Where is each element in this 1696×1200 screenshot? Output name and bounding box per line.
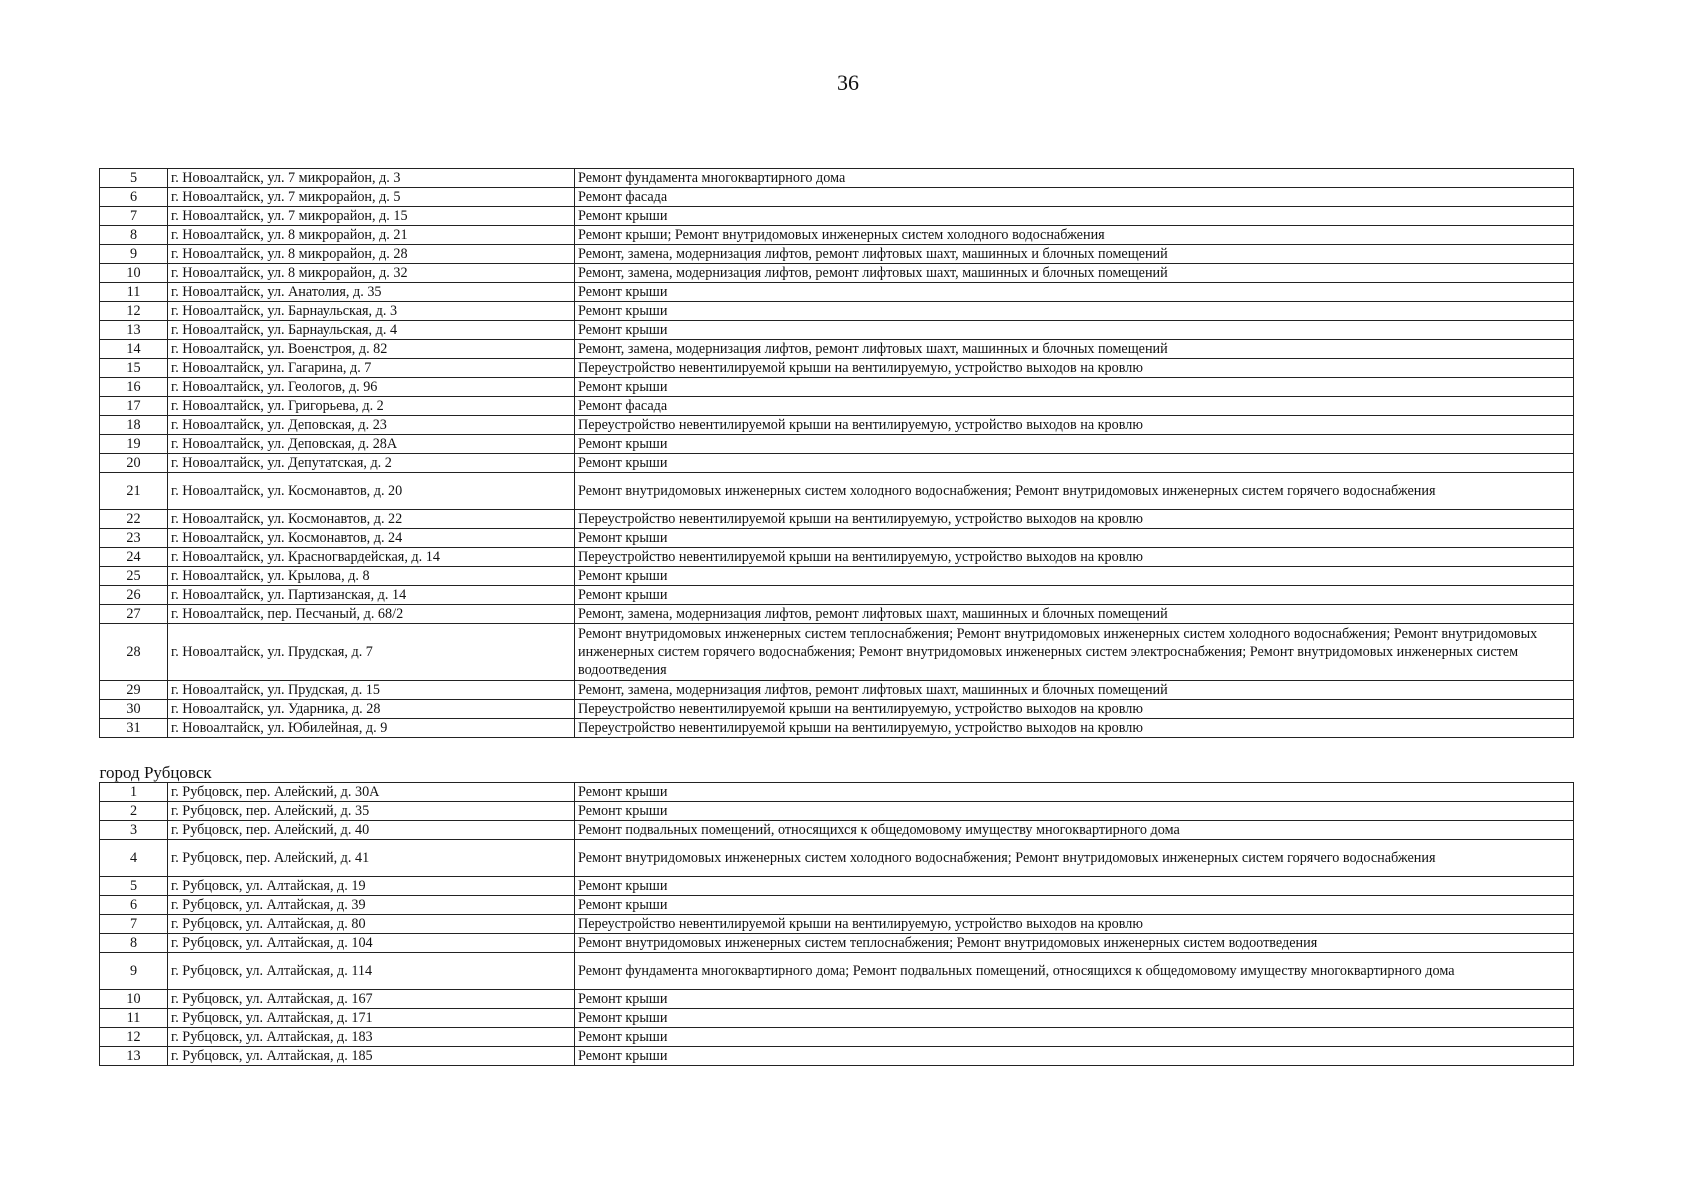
row-address: г. Новоалтайск, ул. Космонавтов, д. 24	[168, 529, 575, 548]
repair-table	[99, 168, 1574, 1066]
row-number: 6	[100, 188, 168, 207]
row-number: 4	[100, 840, 168, 877]
row-address: г. Новоалтайск, ул. Космонавтов, д. 20	[168, 473, 575, 510]
table-row	[100, 605, 1574, 624]
row-work: Ремонт крыши	[575, 378, 1574, 397]
row-address: г. Новоалтайск, ул. Григорьева, д. 2	[168, 397, 575, 416]
table-row	[100, 934, 1574, 953]
table-row	[100, 840, 1574, 877]
row-address: г. Рубцовск, пер. Алейский, д. 40	[168, 821, 575, 840]
row-address: г. Новоалтайск, ул. 7 микрорайон, д. 3	[168, 169, 575, 188]
row-number: 11	[100, 1009, 168, 1028]
table-row	[100, 1028, 1574, 1047]
row-address: г. Новоалтайск, ул. Прудская, д. 7	[168, 624, 575, 681]
row-work: Ремонт внутридомовых инженерных систем теплоснабжения; Ремонт внутридомовых инженерных систем водоотведения	[575, 934, 1574, 953]
table-row	[100, 510, 1574, 529]
table-row	[100, 188, 1574, 207]
row-work: Ремонт крыши	[575, 1047, 1574, 1066]
row-work: Ремонт, замена, модернизация лифтов, ремонт лифтовых шахт, машинных и блочных помещений	[575, 681, 1574, 700]
row-work: Ремонт крыши	[575, 896, 1574, 915]
row-number: 13	[100, 1047, 168, 1066]
row-number: 26	[100, 586, 168, 605]
row-address: г. Новоалтайск, ул. Ударника, д. 28	[168, 700, 575, 719]
row-work: Переустройство невентилируемой крыши на вентилируемую, устройство выходов на кровлю	[575, 510, 1574, 529]
table-row	[100, 1009, 1574, 1028]
row-work: Переустройство невентилируемой крыши на вентилируемую, устройство выходов на кровлю	[575, 359, 1574, 378]
row-work: Переустройство невентилируемой крыши на вентилируемую, устройство выходов на кровлю	[575, 915, 1574, 934]
row-work: Переустройство невентилируемой крыши на вентилируемую, устройство выходов на кровлю	[575, 416, 1574, 435]
table-row	[100, 435, 1574, 454]
row-address: г. Новоалтайск, ул. Деповская, д. 23	[168, 416, 575, 435]
table-row	[100, 548, 1574, 567]
row-address: г. Новоалтайск, пер. Песчаный, д. 68/2	[168, 605, 575, 624]
table-row	[100, 586, 1574, 605]
row-number: 14	[100, 340, 168, 359]
row-address: г. Новоалтайск, ул. 8 микрорайон, д. 21	[168, 226, 575, 245]
table-row	[100, 207, 1574, 226]
table-row	[100, 169, 1574, 188]
table-row	[100, 1047, 1574, 1066]
row-work: Ремонт крыши	[575, 586, 1574, 605]
row-address: г. Рубцовск, ул. Алтайская, д. 80	[168, 915, 575, 934]
row-work: Ремонт крыши	[575, 990, 1574, 1009]
row-work: Ремонт крыши	[575, 783, 1574, 802]
row-number: 17	[100, 397, 168, 416]
row-address: г. Новоалтайск, ул. Партизанская, д. 14	[168, 586, 575, 605]
row-work: Ремонт крыши; Ремонт внутридомовых инженерных систем холодного водоснабжения	[575, 226, 1574, 245]
row-work: Ремонт крыши	[575, 207, 1574, 226]
row-address: г. Новоалтайск, ул. Анатолия, д. 35	[168, 283, 575, 302]
row-work: Ремонт фасада	[575, 188, 1574, 207]
row-work: Ремонт внутридомовых инженерных систем теплоснабжения; Ремонт внутридомовых инженерных систем холодного водоснабжения; Ремонт внутридомовых инженерных систем горячего водоснабжения; Ремонт внутридомовых инженерных систем электроснабжения; Ремонт внутридомовых инженерных систем водоотведения	[575, 624, 1574, 681]
row-number: 6	[100, 896, 168, 915]
row-address: г. Новоалтайск, ул. Геологов, д. 96	[168, 378, 575, 397]
row-number: 30	[100, 700, 168, 719]
row-number: 12	[100, 1028, 168, 1047]
table-row	[100, 700, 1574, 719]
row-number: 13	[100, 321, 168, 340]
row-address: г. Рубцовск, пер. Алейский, д. 35	[168, 802, 575, 821]
table-row	[100, 990, 1574, 1009]
row-work: Ремонт, замена, модернизация лифтов, ремонт лифтовых шахт, машинных и блочных помещений	[575, 605, 1574, 624]
row-number: 9	[100, 245, 168, 264]
row-number: 22	[100, 510, 168, 529]
table-row	[100, 529, 1574, 548]
row-address: г. Новоалтайск, ул. Гагарина, д. 7	[168, 359, 575, 378]
row-number: 29	[100, 681, 168, 700]
section-row	[100, 760, 1574, 783]
row-address: г. Рубцовск, ул. Алтайская, д. 183	[168, 1028, 575, 1047]
row-number: 23	[100, 529, 168, 548]
row-address: г. Новоалтайск, ул. 8 микрорайон, д. 28	[168, 245, 575, 264]
row-number: 9	[100, 953, 168, 990]
row-work: Ремонт крыши	[575, 877, 1574, 896]
table-row	[100, 896, 1574, 915]
row-address: г. Рубцовск, ул. Алтайская, д. 185	[168, 1047, 575, 1066]
row-address: г. Новоалтайск, ул. 7 микрорайон, д. 15	[168, 207, 575, 226]
row-number: 5	[100, 169, 168, 188]
table-row	[100, 416, 1574, 435]
row-work: Ремонт крыши	[575, 435, 1574, 454]
table-spacer	[100, 738, 1574, 761]
row-work: Ремонт крыши	[575, 802, 1574, 821]
table-row	[100, 624, 1574, 681]
row-number: 24	[100, 548, 168, 567]
row-address: г. Новоалтайск, ул. Прудская, д. 15	[168, 681, 575, 700]
row-number: 20	[100, 454, 168, 473]
row-address: г. Рубцовск, ул. Алтайская, д. 114	[168, 953, 575, 990]
table-row	[100, 264, 1574, 283]
row-address: г. Новоалтайск, ул. Барнаульская, д. 4	[168, 321, 575, 340]
row-work: Ремонт крыши	[575, 1028, 1574, 1047]
table-row	[100, 802, 1574, 821]
row-address: г. Новоалтайск, ул. 7 микрорайон, д. 5	[168, 188, 575, 207]
row-work: Ремонт, замена, модернизация лифтов, ремонт лифтовых шахт, машинных и блочных помещений	[575, 245, 1574, 264]
row-address: г. Рубцовск, пер. Алейский, д. 41	[168, 840, 575, 877]
table-row	[100, 953, 1574, 990]
table-row	[100, 359, 1574, 378]
row-number: 27	[100, 605, 168, 624]
row-number: 3	[100, 821, 168, 840]
row-number: 10	[100, 990, 168, 1009]
table-row	[100, 321, 1574, 340]
row-work: Ремонт внутридомовых инженерных систем холодного водоснабжения; Ремонт внутридомовых инженерных систем горячего водоснабжения	[575, 840, 1574, 877]
row-work: Ремонт фасада	[575, 397, 1574, 416]
row-number: 28	[100, 624, 168, 681]
row-number: 31	[100, 719, 168, 738]
row-work: Ремонт крыши	[575, 321, 1574, 340]
row-number: 7	[100, 915, 168, 934]
row-address: г. Рубцовск, пер. Алейский, д. 30А	[168, 783, 575, 802]
table-row	[100, 473, 1574, 510]
row-address: г. Рубцовск, ул. Алтайская, д. 19	[168, 877, 575, 896]
row-address: г. Новоалтайск, ул. Барнаульская, д. 3	[168, 302, 575, 321]
row-number: 7	[100, 207, 168, 226]
row-address: г. Новоалтайск, ул. Военстроя, д. 82	[168, 340, 575, 359]
row-number: 25	[100, 567, 168, 586]
row-number: 10	[100, 264, 168, 283]
row-work: Ремонт крыши	[575, 454, 1574, 473]
row-number: 15	[100, 359, 168, 378]
row-work: Ремонт фундамента многоквартирного дома; Ремонт подвальных помещений, относящихся к общедомовому имуществу многоквартирного дома	[575, 953, 1574, 990]
row-work: Переустройство невентилируемой крыши на вентилируемую, устройство выходов на кровлю	[575, 719, 1574, 738]
table-row	[100, 245, 1574, 264]
row-work: Ремонт фундамента многоквартирного дома	[575, 169, 1574, 188]
row-number: 18	[100, 416, 168, 435]
row-address: г. Новоалтайск, ул. Космонавтов, д. 22	[168, 510, 575, 529]
row-work: Ремонт крыши	[575, 529, 1574, 548]
row-address: г. Рубцовск, ул. Алтайская, д. 171	[168, 1009, 575, 1028]
row-number: 12	[100, 302, 168, 321]
row-number: 21	[100, 473, 168, 510]
table-row	[100, 340, 1574, 359]
table-row	[100, 302, 1574, 321]
row-work: Ремонт крыши	[575, 283, 1574, 302]
row-number: 11	[100, 283, 168, 302]
table-row	[100, 397, 1574, 416]
row-number: 8	[100, 934, 168, 953]
row-address: г. Новоалтайск, ул. Деповская, д. 28А	[168, 435, 575, 454]
row-address: г. Новоалтайск, ул. Депутатская, д. 2	[168, 454, 575, 473]
row-work: Переустройство невентилируемой крыши на вентилируемую, устройство выходов на кровлю	[575, 700, 1574, 719]
row-number: 19	[100, 435, 168, 454]
row-work: Ремонт крыши	[575, 302, 1574, 321]
row-work: Переустройство невентилируемой крыши на вентилируемую, устройство выходов на кровлю	[575, 548, 1574, 567]
row-work: Ремонт крыши	[575, 1009, 1574, 1028]
row-work: Ремонт внутридомовых инженерных систем холодного водоснабжения; Ремонт внутридомовых инженерных систем горячего водоснабжения	[575, 473, 1574, 510]
table-row	[100, 567, 1574, 586]
table-row	[100, 283, 1574, 302]
row-address: г. Новоалтайск, ул. 8 микрорайон, д. 32	[168, 264, 575, 283]
page-number: 36	[837, 70, 859, 95]
table-row	[100, 719, 1574, 738]
table-row	[100, 915, 1574, 934]
row-number: 1	[100, 783, 168, 802]
row-address: г. Новоалтайск, ул. Юбилейная, д. 9	[168, 719, 575, 738]
section-heading: город Рубцовск	[99, 763, 212, 782]
row-number: 16	[100, 378, 168, 397]
row-address: г. Рубцовск, ул. Алтайская, д. 104	[168, 934, 575, 953]
row-address: г. Новоалтайск, ул. Крылова, д. 8	[168, 567, 575, 586]
row-work: Ремонт подвальных помещений, относящихся к общедомовому имуществу многоквартирного дома	[575, 821, 1574, 840]
row-work: Ремонт, замена, модернизация лифтов, ремонт лифтовых шахт, машинных и блочных помещений	[575, 340, 1574, 359]
table-row	[100, 681, 1574, 700]
row-address: г. Рубцовск, ул. Алтайская, д. 39	[168, 896, 575, 915]
table-row	[100, 378, 1574, 397]
row-number: 5	[100, 877, 168, 896]
table-row	[100, 226, 1574, 245]
row-number: 8	[100, 226, 168, 245]
row-work: Ремонт крыши	[575, 567, 1574, 586]
table-row	[100, 877, 1574, 896]
row-work: Ремонт, замена, модернизация лифтов, ремонт лифтовых шахт, машинных и блочных помещений	[575, 264, 1574, 283]
table-row	[100, 783, 1574, 802]
row-address: г. Рубцовск, ул. Алтайская, д. 167	[168, 990, 575, 1009]
row-address: г. Новоалтайск, ул. Красногвардейская, д. 14	[168, 548, 575, 567]
row-number: 2	[100, 802, 168, 821]
table-row	[100, 821, 1574, 840]
table-row	[100, 454, 1574, 473]
